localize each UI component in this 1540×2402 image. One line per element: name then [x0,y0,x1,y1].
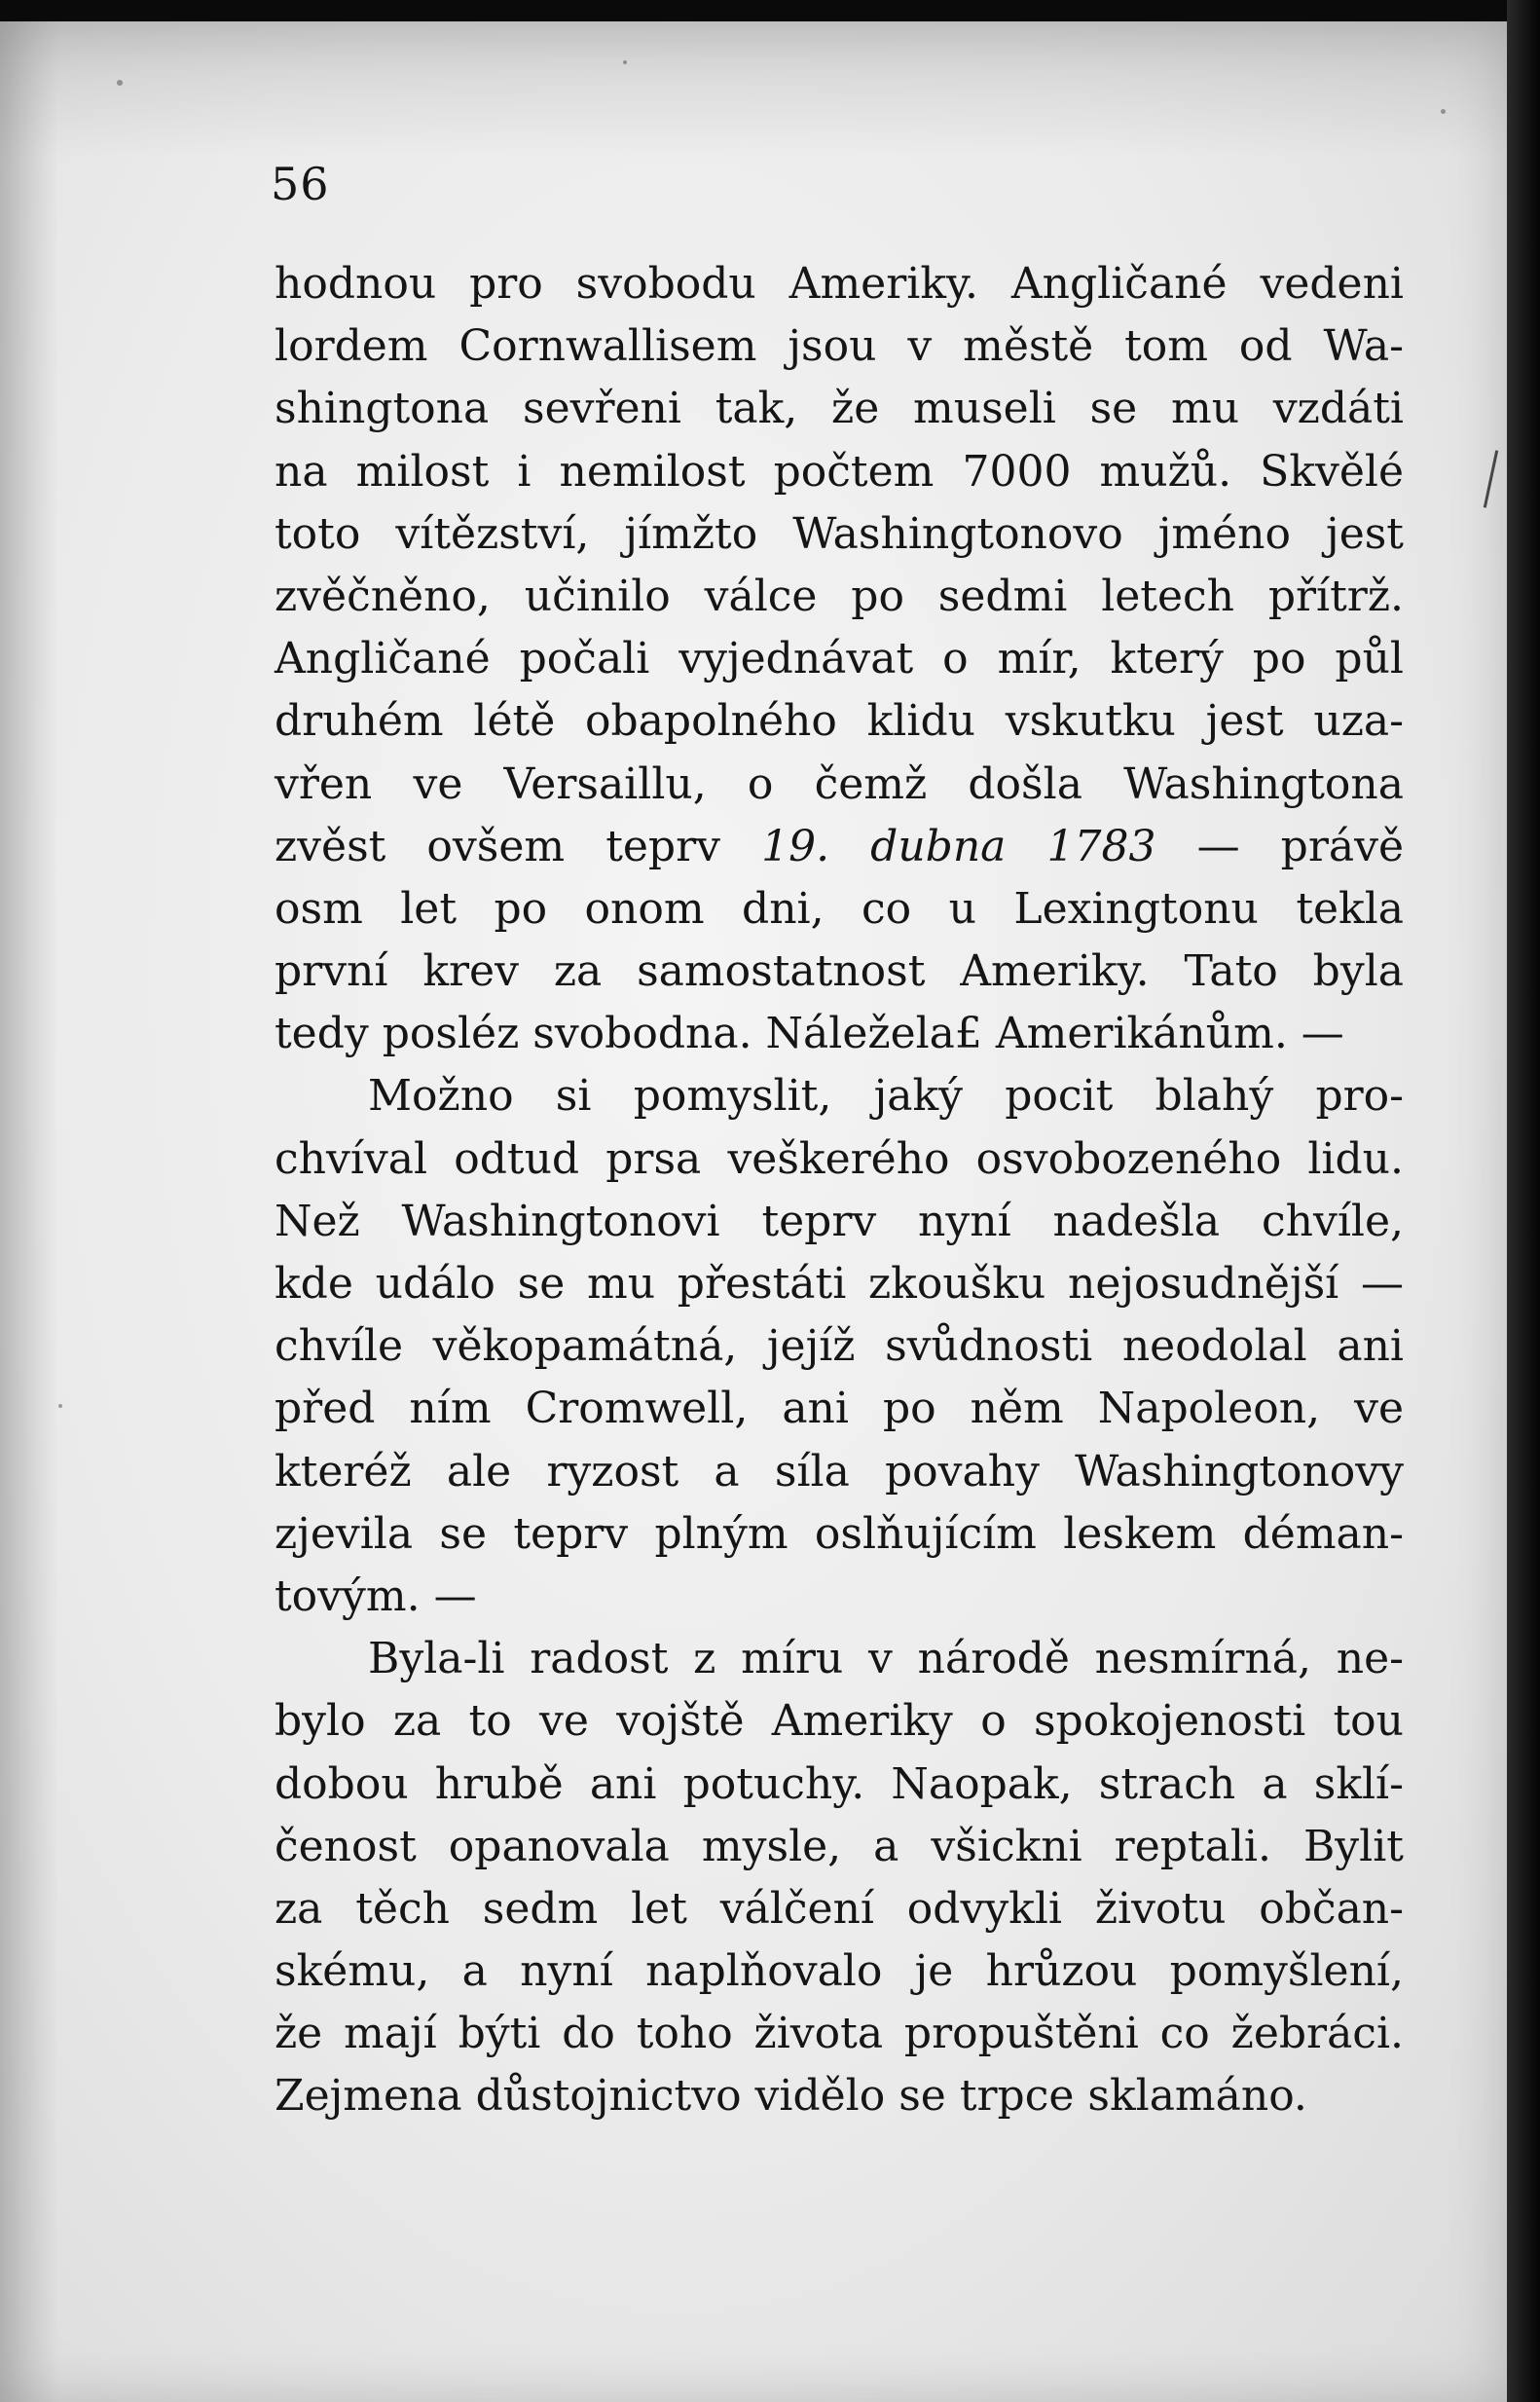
text-line: skému, a nyní naplňovalo je hrůzou pomyšlení, [275,1946,1404,1997]
scan-border [1507,0,1540,2402]
text-line: před ním Cromwell, ani po něm Napoleon, ve [275,1384,1404,1434]
text-line: hodnou pro svobodu Ameriky. Angličané vedeni [275,259,1404,309]
text-line: čenost opanovala mysle, a všickni reptali. Bylit [275,1821,1404,1871]
text-line: chvíval odtud prsa veškerého osvobozeného lidu. [275,1133,1404,1184]
paragraph-start: Možno si pomyslit, jaký pocit blahý pro- [368,1071,1404,1122]
text-line: dobou hrubě ani potuchy. Naopak, strach a sklí- [275,1758,1404,1809]
text-line: lordem Cornwallisem jsou v městě tom od Wa- [275,321,1404,372]
text-line: bylo za to ve vojště Ameriky o spokojenosti tou [275,1696,1404,1747]
dust-speck [623,60,627,64]
text-line: druhém létě obapolného klidu vskutku jest uza- [275,696,1404,747]
paper-sheet [0,21,1507,2402]
text-line: zjevila se teprv plným oslňujícím leskem déman- [275,1508,1404,1559]
text-line: tedy posléz svobodna. Náležela£ Amerikánům. — [275,1009,1344,1059]
italic-date: 19. dubna 1783 [761,821,1156,871]
text-line: chvíle věkopamátná, jejíž svůdnosti neodolal ani [275,1321,1404,1372]
text-fragment: — právě [1196,821,1404,871]
text-line: zvěčněno, učinilo válce po sedmi letech přítrž. [275,571,1404,621]
text-line: kde událo se mu přestáti zkoušku nejosudnější — [275,1259,1404,1309]
dust-speck [1441,109,1446,114]
body-text [275,253,1404,2128]
text-line: Než Washingtonovi teprv nyní nadešla chvíle, [275,1196,1404,1246]
text-fragment: zvěst ovšem teprv [275,821,720,871]
text-line: vřen ve Versaillu, o čemž došla Washingtona [275,758,1404,809]
text-line: za těch sedm let válčení odvykli životu občan- [275,1883,1404,1934]
text-line-with-date [275,816,1404,878]
text-line: osm let po onom dni, co u Lexingtonu tekla [275,883,1404,934]
text-line: že mají býti do toho života propuštěni co žebráci. [275,2009,1404,2059]
text-line: na milost i nemilost počtem 7000 mužů. Skvělé [275,446,1404,497]
text-line: shingtona sevřeni tak, že museli se mu vzdáti [275,384,1404,434]
dust-speck [58,1404,62,1408]
page-number: 56 [271,158,330,210]
text-line: tovým. — [275,1571,477,1621]
text-line: Zejmena důstojnictvo vidělo se trpce sklamáno. [275,2071,1307,2122]
paragraph-start: Byla-li radost z míru v národě nesmírná, ne- [368,1634,1404,1684]
text-line: Angličané počali vyjednávat o mír, který po půl [275,634,1404,684]
dust-speck [117,80,123,86]
text-line: první krev za samostatnost Ameriky. Tato byla [275,946,1404,997]
text-line: toto vítězství, jímžto Washingtonovo jméno jest [275,508,1404,559]
margin-mark [1484,450,1498,507]
text-line: kteréž ale ryzost a síla povahy Washingtonovy [275,1446,1404,1497]
